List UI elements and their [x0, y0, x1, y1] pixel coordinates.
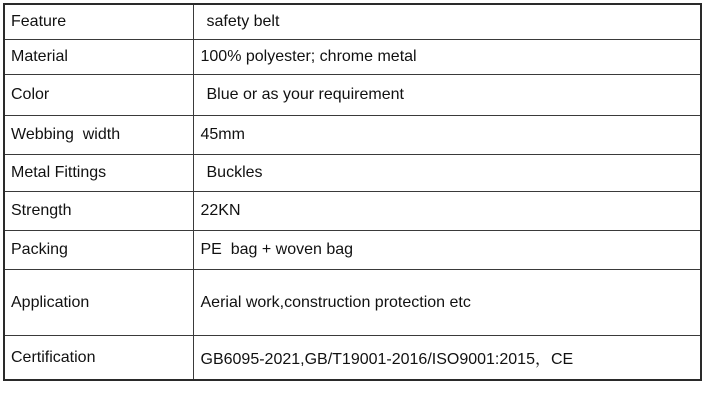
row-value-webbing-width: 45mm [193, 116, 701, 155]
row-label-metal-fittings: Metal Fittings [4, 155, 193, 192]
table-row-packing [4, 231, 701, 270]
row-label-material: Material [4, 40, 193, 75]
row-value-material: 100% polyester; chrome metal [193, 40, 701, 75]
row-label-application: Application [4, 270, 193, 336]
row-label-certification: Certification [4, 336, 193, 381]
table-row-certification [4, 336, 701, 381]
row-value-feature: safety belt [193, 4, 701, 40]
row-value-packing: PE bag + woven bag [193, 231, 701, 270]
table-row-color [4, 75, 701, 116]
table-row-metal-fittings [4, 155, 701, 192]
row-label-feature: Feature [4, 4, 193, 40]
table-row-material [4, 40, 701, 75]
table-row-webbing-width [4, 116, 701, 155]
row-label-packing: Packing [4, 231, 193, 270]
row-value-application: Aerial work,construction protection etc [193, 270, 701, 336]
row-value-metal-fittings: Buckles [193, 155, 701, 192]
row-label-strength: Strength [4, 192, 193, 231]
row-label-color: Color [4, 75, 193, 116]
spec-table [3, 3, 702, 381]
table-row-application [4, 270, 701, 336]
row-label-webbing-width: Webbing width [4, 116, 193, 155]
table-row-feature [4, 4, 701, 40]
row-value-strength: 22KN [193, 192, 701, 231]
row-value-color: Blue or as your requirement [193, 75, 701, 116]
row-value-certification: GB6095-2021,GB/T19001-2016/ISO9001:2015，CE [193, 336, 701, 381]
table-row-strength [4, 192, 701, 231]
